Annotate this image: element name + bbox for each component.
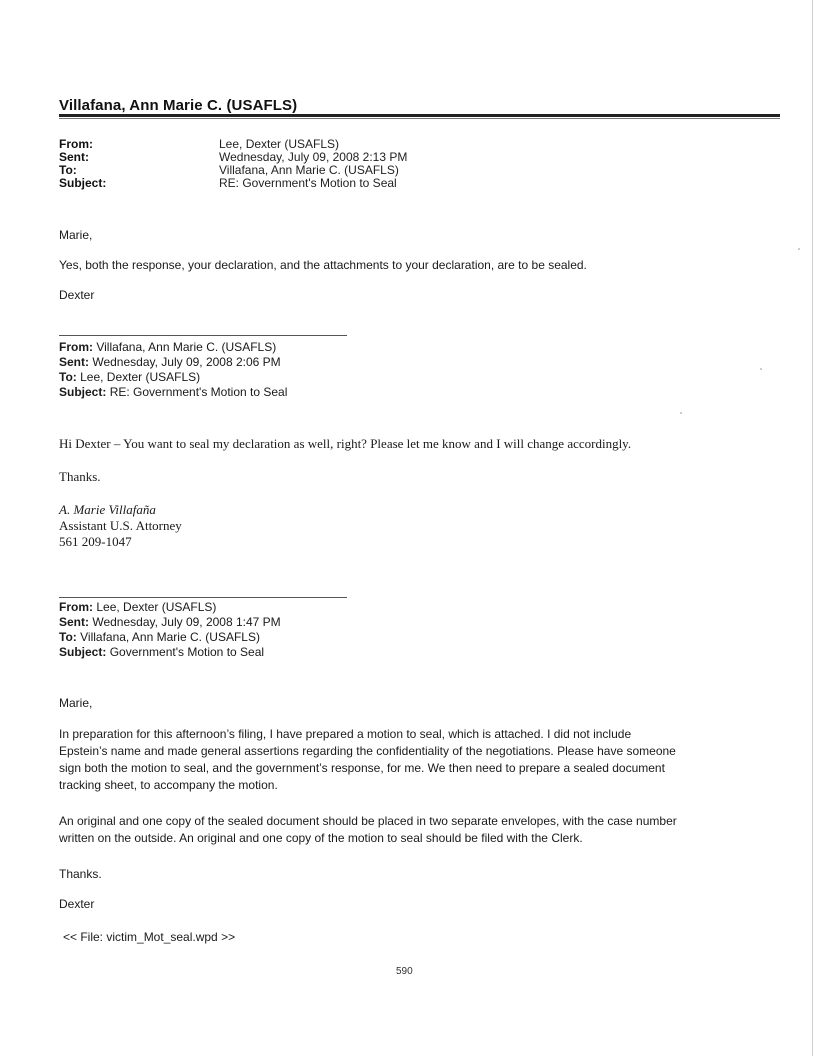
quoted1-thanks: Thanks.	[59, 469, 101, 484]
subject-label: Subject:	[59, 176, 107, 190]
header-rule-thin	[59, 118, 780, 119]
subject-label: Subject:	[59, 645, 107, 659]
from-label: From:	[59, 340, 93, 354]
from-value: Lee, Dexter (USAFLS)	[96, 600, 217, 614]
quoted2-to-row	[59, 630, 260, 644]
scan-speck	[680, 412, 682, 414]
email-greeting: Marie,	[59, 228, 93, 242]
subject-value: RE: Government's Motion to Seal	[109, 385, 288, 399]
email-body-line: Yes, both the response, your declaration, and the attachments to your declaration, are to be sealed.	[59, 258, 587, 272]
quote-separator	[59, 335, 347, 336]
scan-speck	[760, 368, 762, 370]
quoted1-sent-row	[59, 355, 281, 369]
sent-label: Sent:	[59, 615, 89, 629]
email-signoff: Dexter	[59, 288, 95, 302]
quoted2-thanks: Thanks.	[59, 867, 102, 881]
signature-title: Assistant U.S. Attorney	[59, 518, 182, 533]
sent-value: Wednesday, July 09, 2008 2:13 PM	[219, 150, 408, 164]
scan-speck	[798, 248, 800, 250]
quoted1-from-row	[59, 340, 276, 354]
subject-value: RE: Government's Motion to Seal	[219, 176, 397, 190]
to-value: Lee, Dexter (USAFLS)	[80, 370, 201, 384]
quoted2-paragraph-line: written on the outside. An original and one copy of the motion to seal should be filed with the Clerk.	[59, 831, 583, 845]
subject-value: Government's Motion to Seal	[109, 645, 265, 659]
quoted1-body-line: Hi Dexter – You want to seal my declaration as well, right? Please let me know and I will change accordingly.	[59, 436, 632, 451]
attachment-reference: << File: victim_Mot_seal.wpd >>	[63, 930, 236, 944]
quoted2-signoff: Dexter	[59, 897, 95, 911]
quoted2-greeting: Marie,	[59, 696, 93, 710]
quoted2-paragraph-line: tracking sheet, to accompany the motion.	[59, 778, 278, 792]
signature-phone: 561 209-1047	[59, 534, 132, 549]
quoted2-paragraph-line: sign both the motion to seal, and the government’s response, for me. We then need to prepare a sealed document	[59, 761, 665, 775]
mailbox-owner-header: Villafana, Ann Marie C. (USAFLS)	[59, 97, 298, 114]
quoted2-sent-row	[59, 615, 281, 629]
quote-separator	[59, 597, 347, 598]
from-value: Lee, Dexter (USAFLS)	[219, 137, 340, 151]
from-label: From:	[59, 137, 93, 151]
to-label: To:	[59, 630, 77, 644]
sent-label: Sent:	[59, 355, 89, 369]
signature-name: A. Marie Villafaña	[59, 502, 156, 517]
quoted2-paragraph-line: In preparation for this afternoon’s filing, I have prepared a motion to seal, which is attached. I did not include	[59, 727, 632, 741]
to-value: Villafana, Ann Marie C. (USAFLS)	[80, 630, 260, 644]
sent-label: Sent:	[59, 150, 89, 164]
from-value: Villafana, Ann Marie C. (USAFLS)	[96, 340, 277, 354]
quoted2-paragraph-line: Epstein’s name and made general assertions regarding the confidentiality of the negotiations. Please have someone	[59, 744, 676, 758]
sent-value: Wednesday, July 09, 2008 2:06 PM	[92, 355, 281, 369]
quoted1-to-row	[59, 370, 200, 384]
quoted1-subject-row	[59, 385, 287, 399]
header-rule	[59, 114, 780, 117]
to-label: To:	[59, 163, 77, 177]
sent-value: Wednesday, July 09, 2008 1:47 PM	[92, 615, 281, 629]
to-value: Villafana, Ann Marie C. (USAFLS)	[219, 163, 399, 177]
quoted2-subject-row	[59, 645, 264, 659]
quoted2-paragraph-line: An original and one copy of the sealed document should be placed in two separate envelopes, with the case number	[59, 814, 677, 828]
page-number: 590	[396, 966, 413, 977]
page-edge	[812, 0, 813, 1056]
to-label: To:	[59, 370, 77, 384]
from-label: From:	[59, 600, 93, 614]
quoted2-from-row	[59, 600, 216, 614]
subject-label: Subject:	[59, 385, 107, 399]
